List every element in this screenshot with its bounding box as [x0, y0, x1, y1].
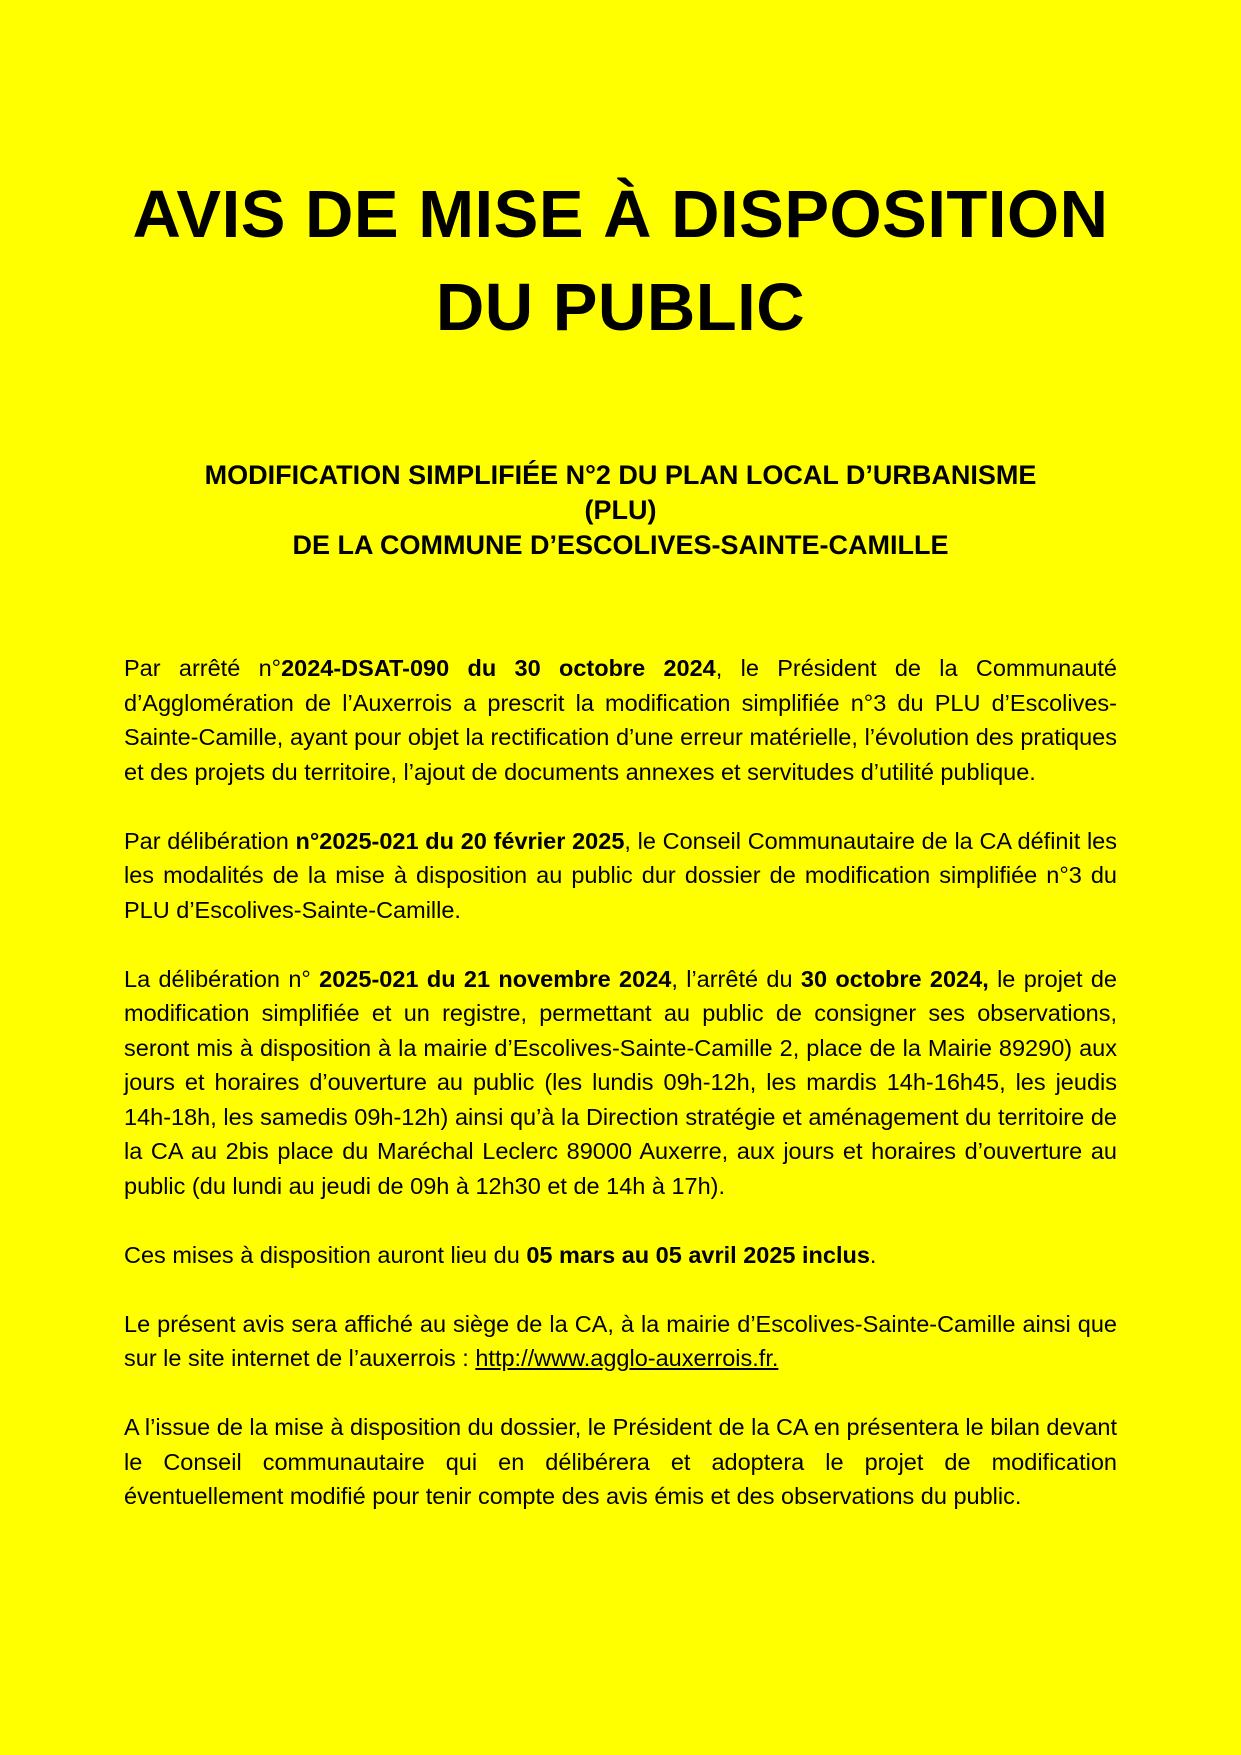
page-title [124, 0, 1117, 354]
paragraph-deliberation [124, 824, 1117, 928]
paragraph-affichage [124, 1307, 1117, 1376]
deliberation-reference: 2025-021 du 21 novembre 2024 [319, 965, 672, 992]
subtitle-line-2: (PLU) [584, 495, 657, 525]
subtitle-line-3: DE LA COMMUNE D’ESCOLIVES-SAINTE-CAMILLE [292, 530, 949, 560]
paragraph-text: Par délibération [124, 827, 296, 854]
paragraph-arrete [124, 651, 1117, 789]
paragraph-text: La délibération n° [124, 965, 320, 992]
notice-body [124, 651, 1117, 1514]
paragraph-text: A l’issue de la mise à disposition du dossier, le Président de la CA en présentera le bilan devant le Conseil communautaire qui en délibérera et adoptera le projet de modification éventuellement modifié pour tenir compte des avis émis et des observations du public. [124, 1414, 1117, 1509]
arrete-reference: 2024-DSAT-090 du 30 octobre 2024 [281, 655, 716, 681]
paragraph-dossier [124, 962, 1117, 1204]
paragraph-text: , le Conseil Communautaire de la CA définit les les modalités de la mise à disposition au public dur dossier de modification simplifiée n°3 du PLU d’Escolives-Sainte-Camille. [124, 827, 1117, 923]
paragraph-dates [124, 1238, 1117, 1273]
paragraph-text: . [869, 1241, 877, 1268]
paragraph-bilan [124, 1410, 1117, 1514]
page-title-line-1: AVIS DE MISE À DISPOSITION [132, 177, 1109, 252]
paragraph-text: , l’arrêté du [671, 965, 801, 992]
paragraph-text: Ces mises à disposition auront lieu du [124, 1241, 527, 1268]
page-subtitle [124, 458, 1117, 563]
paragraph-text: Le présent avis sera affiché au siège de la CA, à la mairie d’Escolives-Sainte-Camille ainsi que sur le site internet de l’auxerrois : [124, 1310, 1117, 1371]
paragraph-text: , le Président de la Communauté d’Agglomération de l’Auxerrois a prescrit la modification simplifiée n°3 du PLU d’Escolives-Sainte-Camille, ayant pour objet la rectification d’une erreur matérielle, l’évolution des pratiques et des projets du territoire, l’ajout de documents annexes et servitudes d’utilité publique. [124, 655, 1117, 785]
page-title-line-2: DU PUBLIC [435, 270, 806, 345]
paragraph-text: le projet de modification simplifiée et un registre, permettant au public de consigner ses observations, seront mis à disposition à la mairie d’Escolives-Sainte-Camille 2, place de la Mairie 89290) aux jours et horaires d’ouverture au public (les lundis 09h-12h, les mardis 14h-16h45, les jeudis 14h-18h, les samedis 09h-12h) ainsi qu’à la Direction stratégie et aménagement du territoire de la CA au 2bis place du Maréchal Leclerc 89000 Auxerre, aux jours et horaires d’ouverture au public (du lundi au jeudi de 09h à 12h30 et de 14h à 17h). [124, 965, 1118, 1199]
deliberation-reference: n°2025-021 du 20 février 2025 [295, 827, 625, 854]
paragraph-text: Par arrêté n° [124, 655, 282, 681]
arrete-date: 30 octobre 2024, [800, 965, 989, 992]
subtitle-line-1: MODIFICATION SIMPLIFIÉE N°2 DU PLAN LOCAL D’URBANISME [204, 460, 1037, 490]
availability-period: 05 mars au 05 avril 2025 inclus [526, 1241, 870, 1268]
website-link[interactable]: http://www.agglo-auxerrois.fr. [475, 1345, 779, 1371]
